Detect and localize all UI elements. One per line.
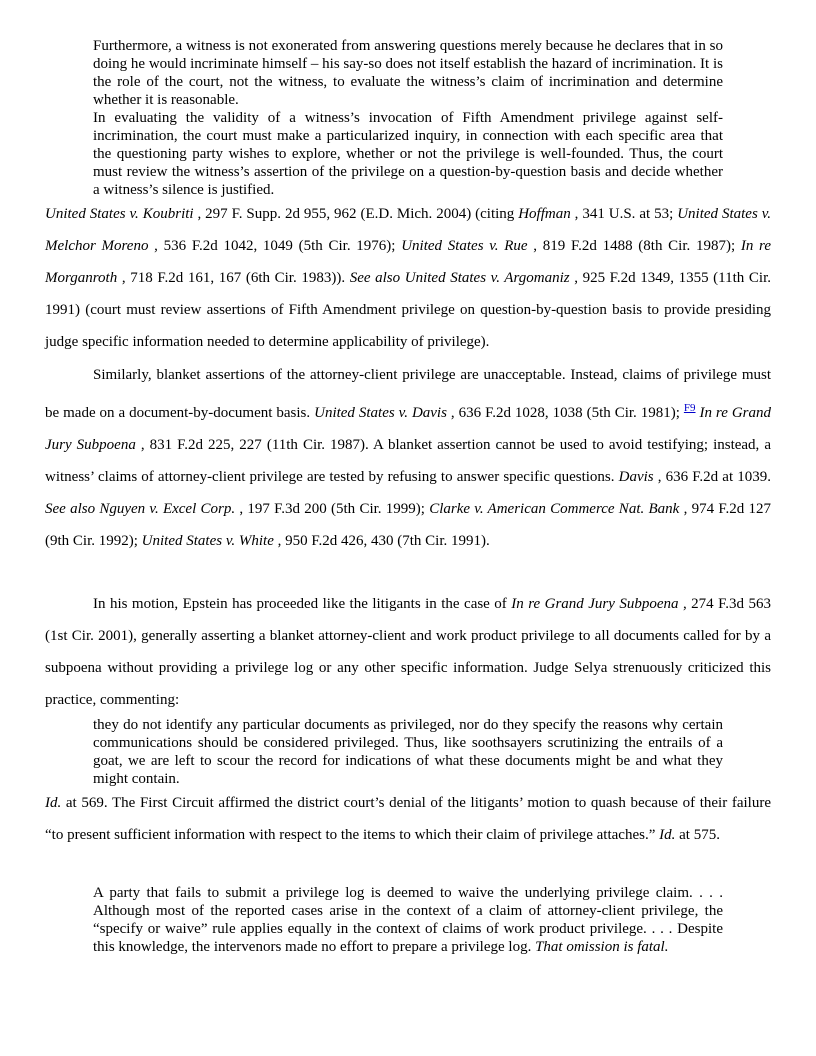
text: , 297 F. Supp. 2d 955, 962 (E.D. Mich. 2004) (citing (193, 206, 519, 222)
quote-paragraph: they do not identify any particular documents as privileged, nor do they specify the reasons why certain communications should be considered privileged. Thus, like soothsayers scrutinizing the entrails of a goat, we are left to scour the record for indications of what these documents might be and what they might contain. (93, 717, 723, 787)
case-name: United States v. White (141, 533, 274, 549)
case-name: United States v. Davis (314, 405, 447, 421)
text: , 831 F.2d 225, 227 (11th Cir. 1987). A blanket assertion cannot be used to avoid testifying; instead, a witness’ claims of attorney-client privilege are tested by refusing to answer specific questions. (45, 437, 771, 485)
paragraph-first-circuit (45, 787, 771, 851)
block-quote-soothsayers (93, 716, 723, 788)
text: , 341 U.S. at 53; (570, 206, 678, 222)
text: , 974 F.2d 127 (9th Cir. 1992); (45, 501, 771, 549)
case-name: United States v. Melchor Moreno (45, 206, 772, 254)
text: , 536 F.2d 1042, 1049 (5th Cir. 1976); (148, 238, 402, 254)
text: , 950 F.2d 426, 430 (7th Cir. 1991). (273, 533, 490, 549)
text: , 274 F.3d 563 (1st Cir. 2001), generally asserting a blanket attorney-client and work product privilege to all documents called for by a subpoena without providing a privilege log or any other specific information. Judge Selya strenuously criticized this practice, commenting: (45, 596, 771, 708)
quote-paragraph (93, 884, 723, 956)
case-name: In re Grand Jury Subpoena (511, 596, 679, 612)
case-name: In re Grand Jury Subpoena (45, 405, 771, 453)
text: In his motion, Epstein has proceeded like the litigants in the case of (93, 596, 512, 612)
text: , 925 F.2d 1349, 1355 (11th Cir. 1991) (court must review assertions of Fifth Amendment privilege on question-by-question basis to provide presiding judge specific information needed to determine applicability of privilege). (45, 270, 771, 350)
text: at 569. The First Circuit affirmed the district court’s denial of the litigants’ motion to quash because of their failure “to present sufficient information with respect to the items to which their claim of privilege attaches.” (45, 795, 771, 843)
citation-paragraph-koubriti (45, 198, 771, 358)
block-quote-privilege-log (93, 884, 723, 956)
text: A party that fails to submit a privilege log is deemed to waive the underlying privilege claim. . . . Although most of the reported cases arise in the context of a claim of attorney-client privilege, the “specify or waive” rule applies equally in the context of claims of work product privilege. . . . Despite this knowledge, the intervenors made no effort to prepare a privilege log. (93, 885, 723, 955)
footnote-marker (684, 400, 696, 414)
paragraph-epstein-motion (45, 588, 771, 716)
case-name: United States v. Rue (401, 238, 528, 254)
quote-paragraph: In evaluating the validity of a witness’s invocation of Fifth Amendment privilege against self-incrimination, the court must make a particularized inquiry, in connection with each specific area that the questioning party wishes to explore, whether or not the privilege is well-founded. Thus, the court must review the witness’s assertion of the privilege on a question-by-question basis and decide whether a witness’s silence is justified. (93, 110, 723, 198)
text: , 197 F.3d 200 (5th Cir. 1999); (235, 501, 430, 517)
footnote-link-f9[interactable]: F9 (683, 402, 696, 414)
case-name: Id. (45, 795, 62, 811)
case-name: Id. (659, 827, 676, 843)
block-quote-fifth-amendment (93, 37, 723, 199)
text: at 575. (675, 827, 720, 843)
text: , 636 F.2d 1028, 1038 (5th Cir. 1981); (446, 405, 684, 421)
case-name: United States v. Koubriti (45, 206, 194, 222)
text: , 819 F.2d 1488 (8th Cir. 1987); (527, 238, 741, 254)
emphasis: That omission is fatal. (535, 939, 669, 955)
quote-paragraph: Furthermore, a witness is not exonerated from answering questions merely because he declares that in so doing he would incriminate himself – his say-so does not itself establish the hazard of incrimination. It is the role of the court, not the witness, to evaluate the witness’s claim of incrimination and determine whether it is reasonable. (93, 38, 723, 108)
case-name: See also Nguyen v. Excel Corp. (45, 501, 236, 517)
case-name: Hoffman (518, 206, 571, 222)
case-name: See also United States v. Argomaniz (349, 270, 570, 286)
case-name: Davis (618, 469, 654, 485)
text: , 718 F.2d 161, 167 (6th Cir. 1983)). (117, 270, 350, 286)
case-name: Clarke v. American Commerce Nat. Bank (429, 501, 680, 517)
text: Similarly, blanket assertions of the attorney-client privilege are unacceptable. Instead, claims of privilege must be made on a document-by-document basis. (45, 367, 771, 421)
case-name: In re Morganroth (45, 238, 771, 286)
text: , 636 F.2d at 1039. (653, 469, 771, 485)
paragraph-blanket-assertions (45, 359, 771, 557)
